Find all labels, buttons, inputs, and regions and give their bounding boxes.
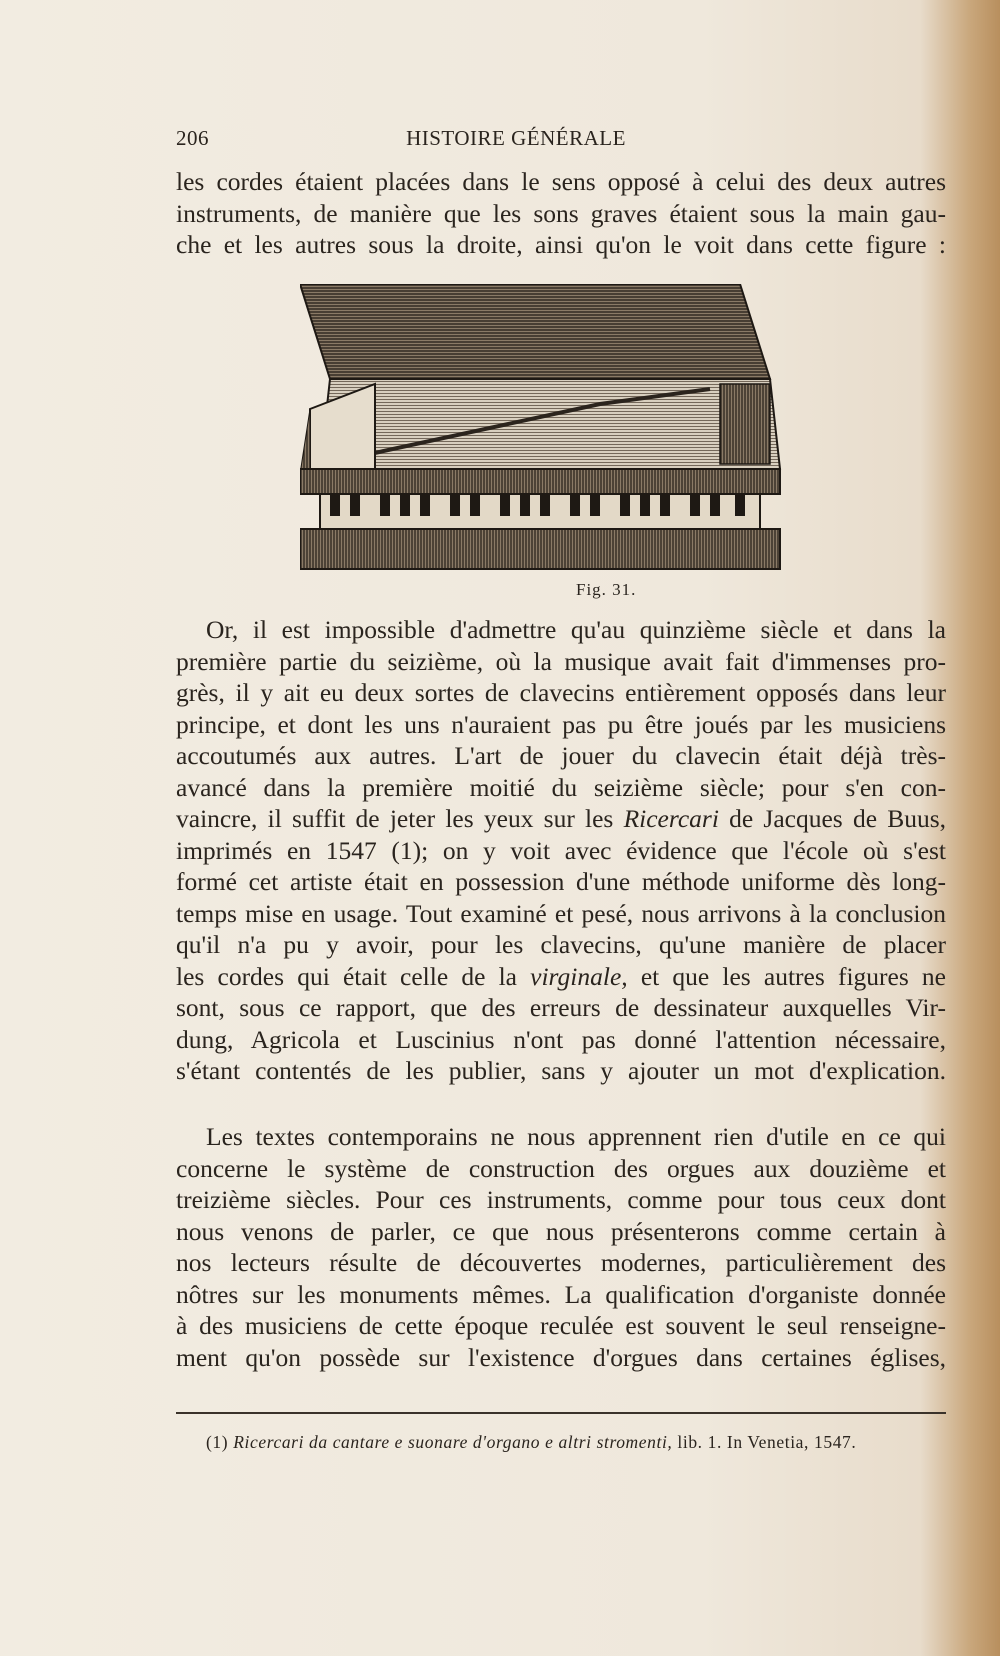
text-line: s'étant contentés de les publier, sans y ajouter un mot d'explication. — [176, 1056, 946, 1085]
text-line: temps mise en usage. Tout examiné et pesé, nous arrivons à la conclusion — [176, 898, 946, 928]
text-line: accoutumés aux autres. L'art de jouer du clavecin était déjà très- — [176, 741, 946, 770]
text-line: grès, il y ait eu deux sortes de clavecins entièrement opposés dans leur — [176, 678, 946, 707]
text-segment: les cordes qui était celle de la — [176, 961, 517, 991]
text-segment: de Jacques de Buus, — [729, 804, 947, 833]
text-line: nous venons de parler, ce que nous présenterons comme certain à — [176, 1216, 946, 1246]
virginal-engraving — [300, 284, 820, 574]
text-line: les cordes étaient placées dans le sens opposé à celui des deux autres — [176, 167, 946, 196]
text-line: Les textes contemporains ne nous apprennent rien d'utile en ce qui — [206, 1122, 946, 1151]
footnote-marker: (1) — [206, 1432, 229, 1452]
text-line: qu'il n'a pu y avoir, pour les clavecins, qu'une manière de placer — [176, 930, 946, 959]
paragraph-3 — [176, 1121, 946, 1373]
paragraph-2 — [176, 614, 946, 1087]
text-line: à des musiciens de cette époque reculée est souvent le seul renseigne- — [176, 1311, 946, 1340]
figure-caption: Fig. 31. — [576, 580, 637, 599]
running-title: HISTOIRE GÉNÉRALE — [406, 126, 626, 150]
text-line: principe, et dont les uns n'auraient pas pu être joués par les musiciens — [176, 709, 946, 739]
text-line: dung, Agricola et Luscinius n'ont pas donné l'attention nécessaire, — [176, 1024, 946, 1054]
text-segment: et que les autres figures ne — [640, 961, 946, 991]
text-line: imprimés en 1547 (1); on y voit avec évidence que l'école où s'est — [176, 835, 946, 865]
paragraph-1 — [176, 166, 946, 261]
text-line-with-italic — [176, 803, 946, 835]
italic-title: Ricercari — [623, 804, 719, 833]
text-line: première partie du seizième, où la musique avait fait d'immenses pro- — [176, 646, 946, 676]
footnote-divider — [176, 1412, 946, 1414]
text-line: concerne le système de construction des orgues aux douzième et — [176, 1153, 946, 1183]
text-line: treizième siècles. Pour ces instruments, comme pour tous ceux dont — [176, 1185, 946, 1214]
text-line-with-italic — [176, 961, 946, 993]
text-line: nôtres sur les monuments mêmes. La qualification d'organiste donnée — [176, 1279, 946, 1309]
text-line: avancé dans la première moitié du seizième siècle; pour s'en con- — [176, 772, 946, 802]
italic-word: virginale, — [530, 961, 628, 991]
page-number: 206 — [176, 126, 209, 150]
text-line: nos lecteurs résulte de découvertes modernes, particulièrement des — [176, 1248, 946, 1277]
text-line: Or, il est impossible d'admettre qu'au quinzième siècle et dans la — [206, 615, 946, 644]
text-segment: vaincre, il suffit de jeter les yeux sur les — [176, 804, 614, 833]
footnote — [206, 1432, 946, 1453]
footnote-title: Ricercari da cantare e suonare d'organo e altri stromenti, — [233, 1432, 673, 1452]
text-line: sont, sous ce rapport, que des erreurs de dessinateur auxquelles Vir- — [176, 993, 946, 1022]
footnote-citation: lib. 1. In Venetia, 1547. — [677, 1432, 857, 1452]
text-line: formé cet artiste était en possession d'une méthode uniforme dès long- — [176, 867, 946, 896]
text-line: che et les autres sous la droite, ainsi qu'on le voit dans cette figure : — [176, 230, 946, 259]
text-line: instruments, de manière que les sons graves étaient sous la main gau- — [176, 198, 946, 228]
page-header — [176, 126, 946, 156]
text-line: ment qu'on possède sur l'existence d'orgues dans certaines églises, — [176, 1342, 946, 1372]
